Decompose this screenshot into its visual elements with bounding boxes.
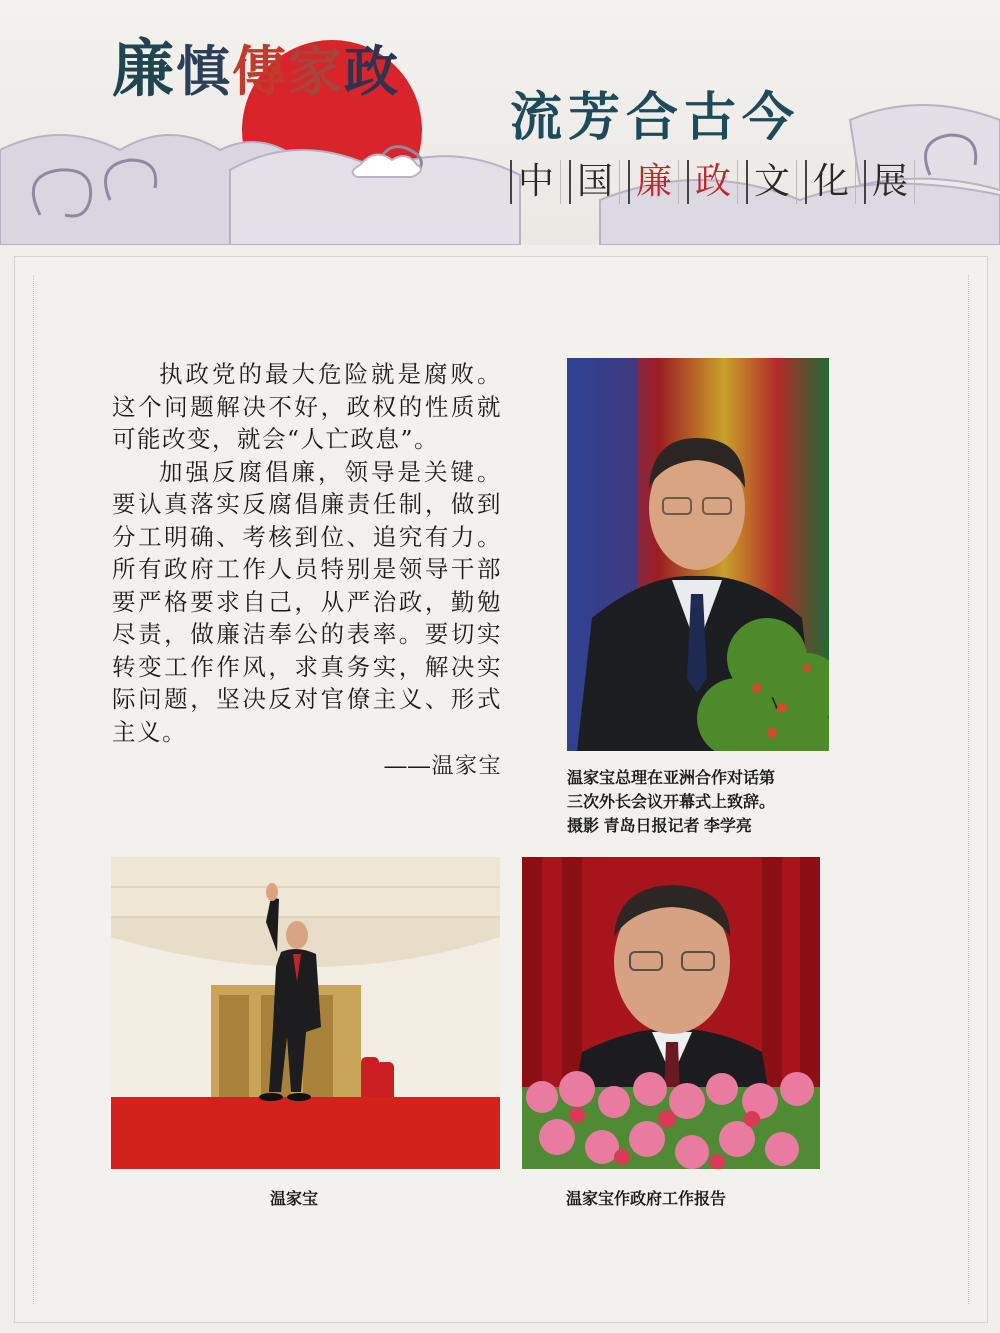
quote-block: [112, 358, 502, 783]
quote-author: ——温家宝: [384, 753, 502, 778]
photo-waving: [111, 857, 500, 1169]
exhibition-char: 展: [864, 160, 915, 204]
quote-paragraph: 执政党的最大危险就是腐败。这个问题解决不好，政权的性质就可能改变，就会“人亡政息”。: [112, 360, 502, 453]
caption-line: 温家宝作政府工作报告: [566, 1191, 727, 1208]
quote-paragraph: 加强反腐倡廉，领导是关键。要认真落实反腐倡廉责任制，做到分工明确、考核到位、追究有力。所有政府工作人员特别是领导干部要严格要求自己，从严治政，勤勉尽责，做廉洁奉公的表率。要切实转变工作作风，求真务实，解决实际问题，坚决反对官僚主义、形式主义。: [112, 457, 502, 746]
exhibition-char: 廉: [628, 160, 679, 204]
exhibition-title: [510, 160, 915, 204]
header-banner: [0, 0, 1000, 245]
caption-line: 温家宝: [270, 1191, 319, 1208]
title-char: 傳: [232, 39, 289, 103]
title-char: 廉: [112, 32, 177, 105]
exhibition-char: 文: [746, 160, 797, 204]
caption-line: 摄影 青岛日报记者 李学亮: [567, 818, 752, 835]
photo-work-report: [522, 857, 820, 1169]
page-title: [112, 32, 401, 105]
photo-caption: [566, 1188, 806, 1212]
title-char: 政: [344, 39, 401, 103]
exhibition-char: 中: [510, 160, 561, 204]
photo-caption: [567, 767, 837, 839]
page-subtitle: 流芳合古今: [510, 87, 801, 148]
photo-speech-podium: [567, 358, 829, 751]
title-char: 家: [288, 39, 345, 103]
exhibition-char: 化: [805, 160, 856, 204]
exhibition-char: 国: [569, 160, 620, 204]
caption-line: 温家宝总理在亚洲合作对话第: [567, 770, 776, 787]
caption-line: 三次外长会议开幕式上致辞。: [567, 794, 776, 811]
exhibition-char: 政: [687, 160, 738, 204]
title-char: 慎: [176, 39, 233, 103]
photo-caption: [270, 1188, 390, 1212]
